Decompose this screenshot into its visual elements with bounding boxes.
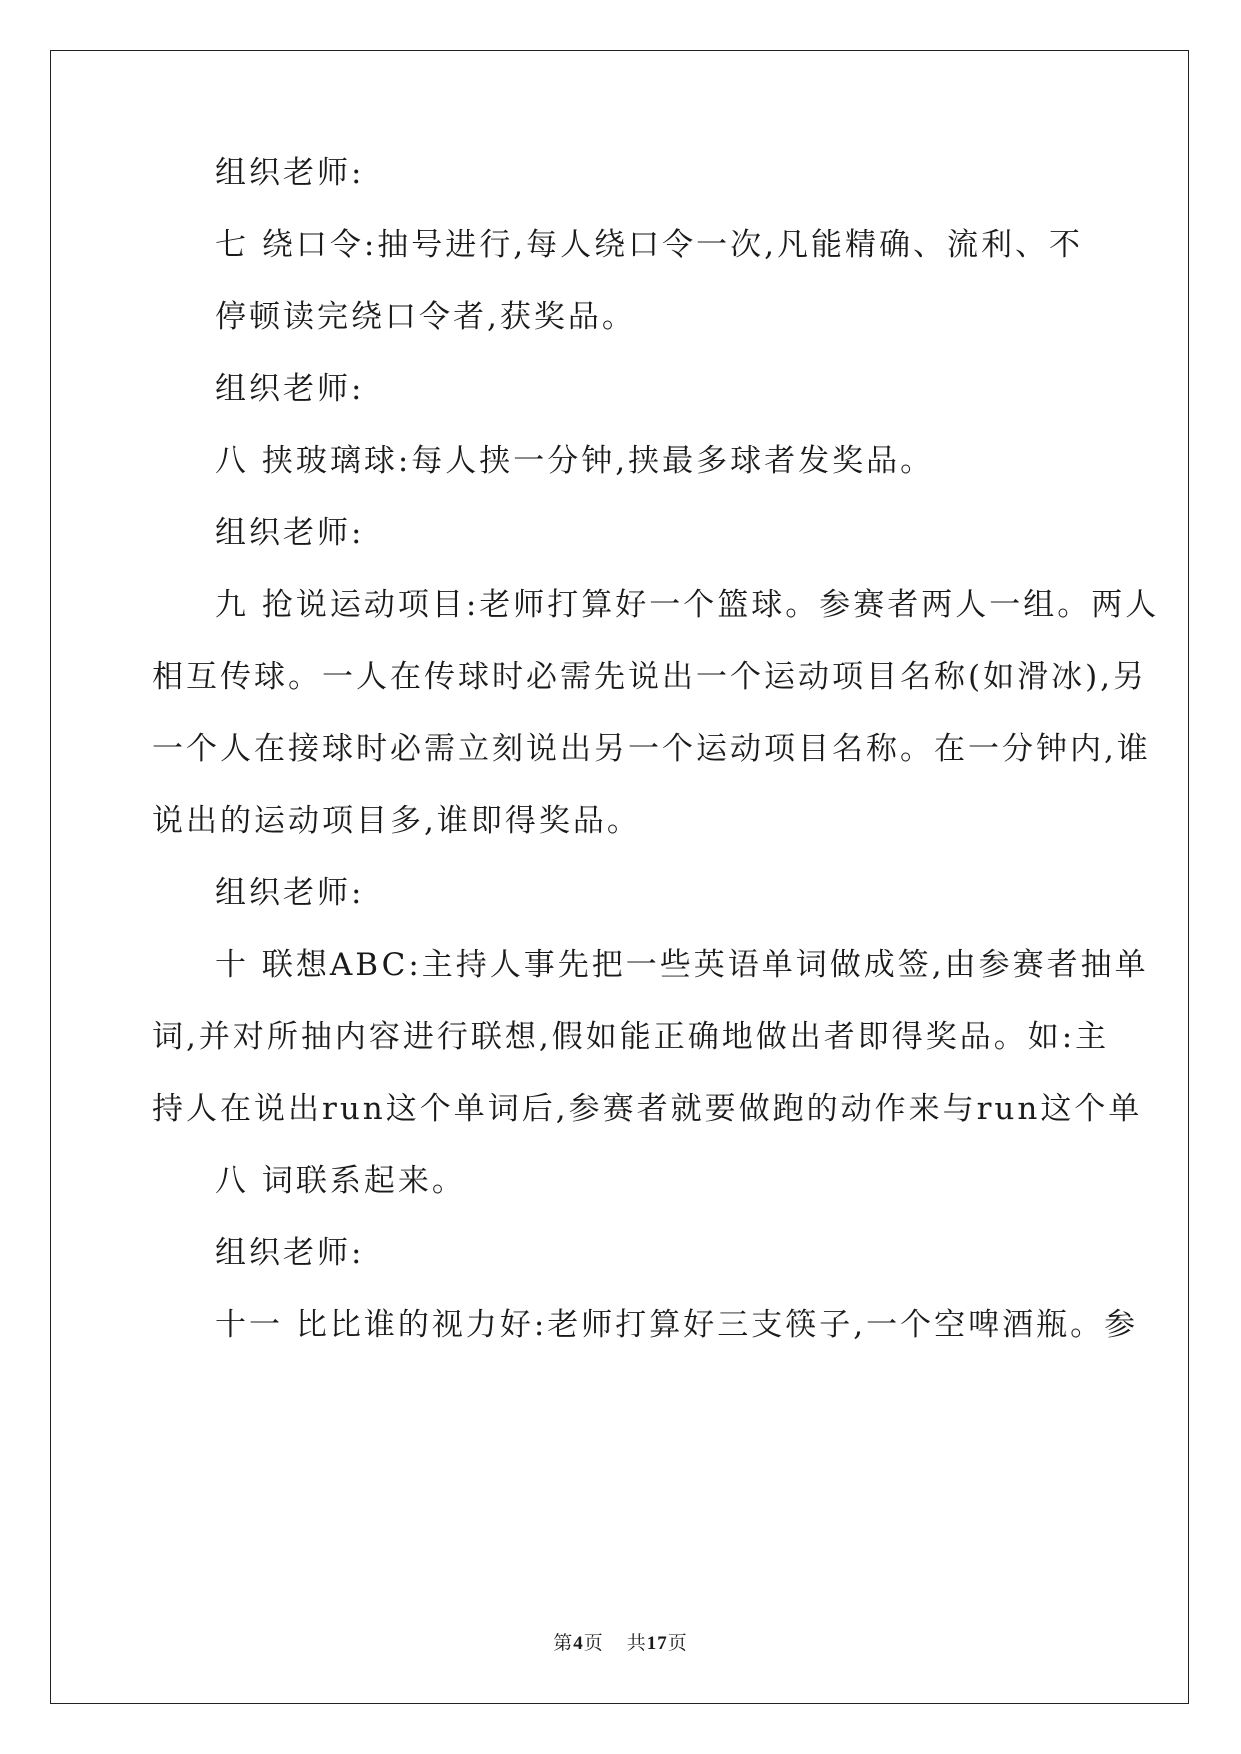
total-unit: 页 xyxy=(667,1633,688,1654)
text-line: 持人在说出run这个单词后,参赛者就要做跑的动作来与run这个单 xyxy=(152,1091,1143,1127)
text-line: 组织老师: xyxy=(215,515,365,551)
text-line: 组织老师: xyxy=(215,155,365,191)
text-line: 停顿读完绕口令者,获奖品。 xyxy=(215,299,636,335)
page-current: 4 xyxy=(573,1633,584,1654)
text-line: 相互传球。一人在传球时必需先说出一个运动项目名称(如滑冰),另 xyxy=(152,659,1148,695)
text-line: 七 绕口令:抽号进行,每人绕口令一次,凡能精确、流利、不 xyxy=(215,227,1084,263)
text-line: 八 词联系起来。 xyxy=(215,1163,466,1199)
text-line: 组织老师: xyxy=(215,1235,365,1271)
text-line: 说出的运动项目多,谁即得奖品。 xyxy=(152,803,641,839)
text-line: 十一 比比谁的视力好:老师打算好三支筷子,一个空啤酒瓶。参 xyxy=(215,1307,1139,1343)
text-line: 组织老师: xyxy=(215,875,365,911)
total-prefix: 共 xyxy=(626,1633,647,1654)
page-footer xyxy=(0,1628,1241,1655)
text-line: 八 挟玻璃球:每人挟一分钟,挟最多球者发奖品。 xyxy=(215,443,935,479)
page-total: 17 xyxy=(646,1633,668,1654)
text-line: 一个人在接球时必需立刻说出另一个运动项目名称。在一分钟内,谁 xyxy=(152,731,1151,767)
page-prefix: 第 xyxy=(553,1633,574,1654)
text-line: 九 抢说运动项目:老师打算好一个篮球。参赛者两人一组。两人 xyxy=(215,587,1160,623)
text-line: 组织老师: xyxy=(215,371,365,407)
page-unit: 页 xyxy=(583,1633,604,1654)
text-line: 十 联想ABC:主持人事先把一些英语单词做成签,由参赛者抽单 xyxy=(215,947,1149,983)
text-line: 词,并对所抽内容进行联想,假如能正确地做出者即得奖品。如:主 xyxy=(152,1019,1110,1055)
